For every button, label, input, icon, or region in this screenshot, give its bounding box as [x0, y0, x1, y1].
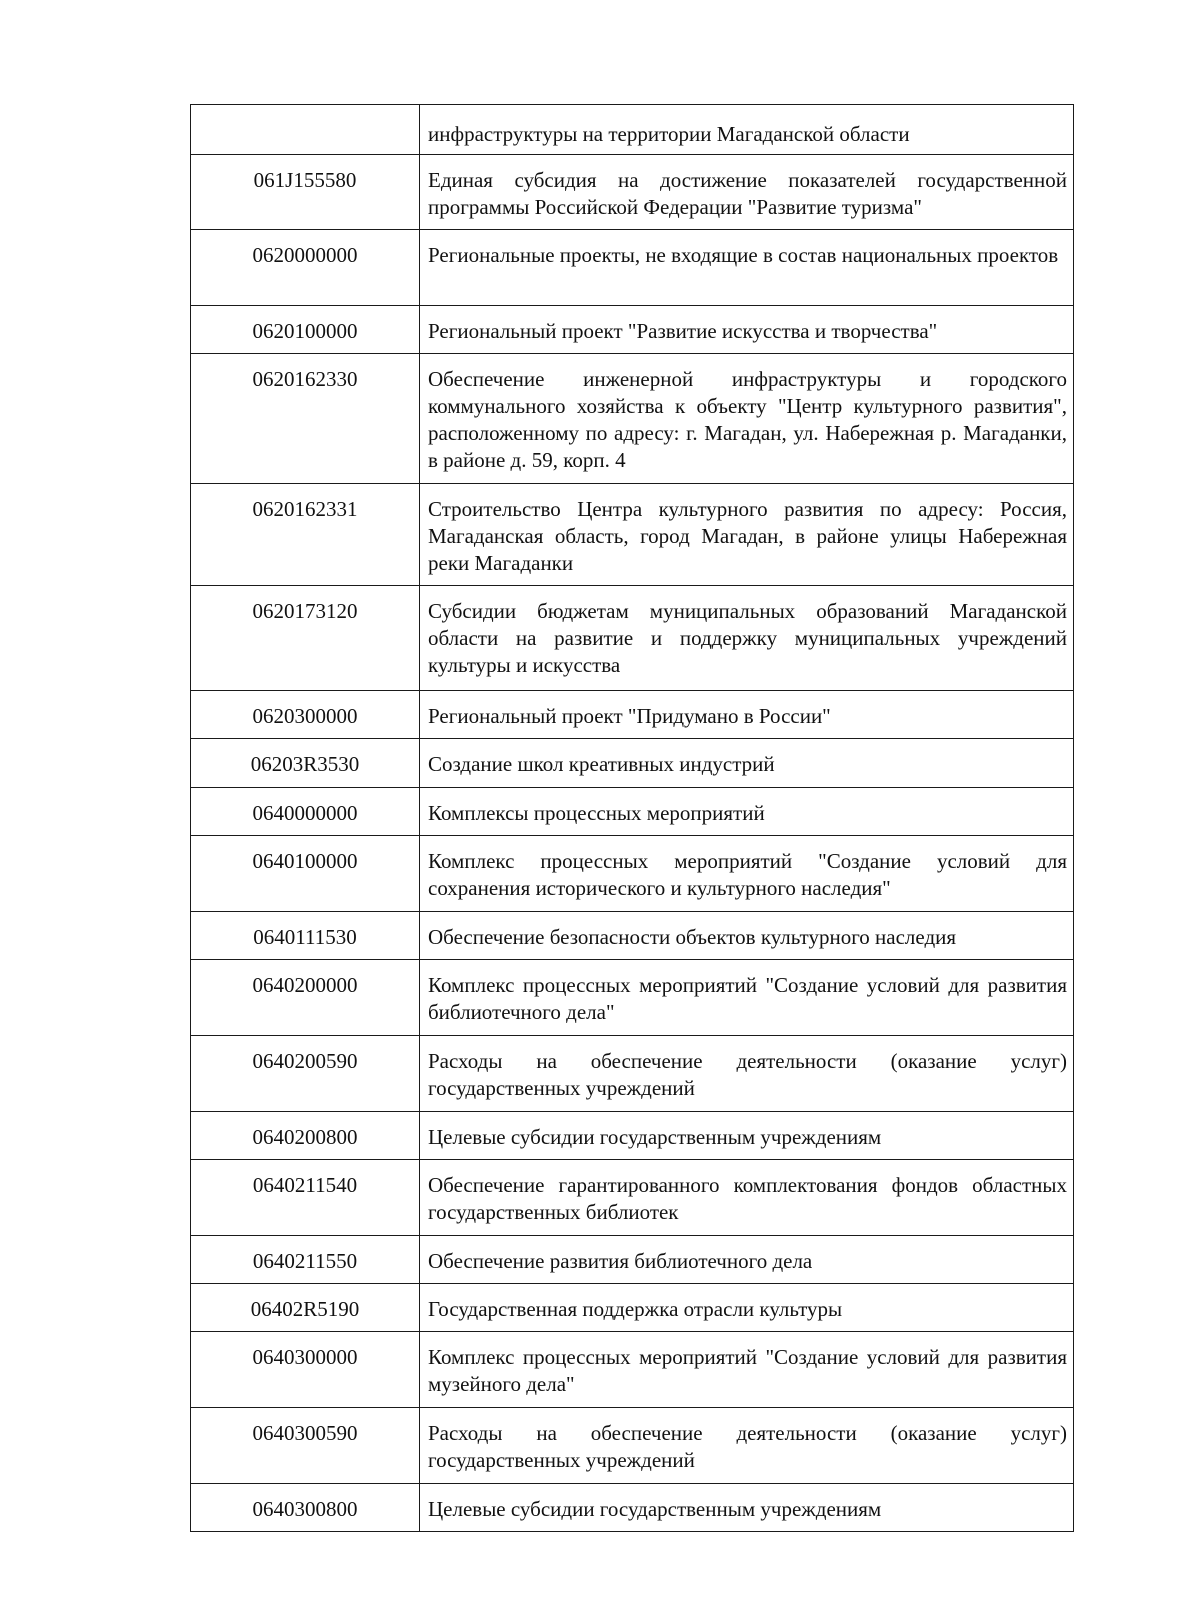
budget-codes-table [190, 104, 1074, 1532]
table-row [191, 105, 1074, 155]
description-cell: инфраструктуры на территории Магаданской области [420, 105, 1074, 155]
table-row [191, 1332, 1074, 1408]
description-cell: Региональный проект "Развитие искусства и творчества" [420, 306, 1074, 354]
description-cell: Комплекс процессных мероприятий "Создание условий для развития музейного дела" [420, 1332, 1074, 1408]
code-cell: 0620173120 [191, 586, 420, 691]
table-row [191, 354, 1074, 484]
table-row [191, 836, 1074, 912]
code-cell: 0640300800 [191, 1484, 420, 1532]
description-cell: Государственная поддержка отрасли культуры [420, 1284, 1074, 1332]
description-cell: Обеспечение инженерной инфраструктуры и городского коммунального хозяйства к объекту "Центр культурного развития", расположенному по адресу: г. Магадан, ул. Набережная р. Магаданки, в районе д. 59, корп. 4 [420, 354, 1074, 484]
table-row [191, 155, 1074, 230]
table-row [191, 1112, 1074, 1160]
code-cell: 0640211550 [191, 1236, 420, 1284]
table-row [191, 586, 1074, 691]
code-cell: 0620162331 [191, 484, 420, 586]
table-row [191, 739, 1074, 788]
description-cell: Комплекс процессных мероприятий "Создание условий для сохранения исторического и культурного наследия" [420, 836, 1074, 912]
table-row [191, 1160, 1074, 1236]
code-cell: 0640111530 [191, 912, 420, 960]
description-cell: Обеспечение безопасности объектов культурного наследия [420, 912, 1074, 960]
table-row [191, 230, 1074, 306]
code-cell: 0640300000 [191, 1332, 420, 1408]
table-row [191, 1236, 1074, 1284]
table-row [191, 1408, 1074, 1484]
code-cell: 0640211540 [191, 1160, 420, 1236]
description-cell: Региональный проект "Придумано в России" [420, 691, 1074, 739]
description-cell: Расходы на обеспечение деятельности (оказание услуг) государственных учреждений [420, 1036, 1074, 1112]
description-cell: Строительство Центра культурного развития по адресу: Россия, Магаданская область, город Магадан, в районе улицы Набережная реки Магаданки [420, 484, 1074, 586]
description-cell: Целевые субсидии государственным учреждениям [420, 1484, 1074, 1532]
description-cell: Региональные проекты, не входящие в состав национальных проектов [420, 230, 1074, 306]
code-cell: 0620000000 [191, 230, 420, 306]
description-cell: Обеспечение развития библиотечного дела [420, 1236, 1074, 1284]
description-cell: Комплексы процессных мероприятий [420, 788, 1074, 836]
table-row [191, 788, 1074, 836]
description-cell: Целевые субсидии государственным учреждениям [420, 1112, 1074, 1160]
table-row [191, 306, 1074, 354]
code-cell: 0640200000 [191, 960, 420, 1036]
table-row [191, 912, 1074, 960]
code-cell: 0620100000 [191, 306, 420, 354]
description-cell: Обеспечение гарантированного комплектования фондов областных государственных библиотек [420, 1160, 1074, 1236]
code-cell [191, 105, 420, 155]
table-row [191, 1284, 1074, 1332]
description-cell: Единая субсидия на достижение показателей государственной программы Российской Федерации "Развитие туризма" [420, 155, 1074, 230]
code-cell: 0640200590 [191, 1036, 420, 1112]
description-cell: Создание школ креативных индустрий [420, 739, 1074, 788]
code-cell: 061J155580 [191, 155, 420, 230]
table-row [191, 691, 1074, 739]
code-cell: 06203R3530 [191, 739, 420, 788]
code-cell: 0640100000 [191, 836, 420, 912]
description-cell: Комплекс процессных мероприятий "Создание условий для развития библиотечного дела" [420, 960, 1074, 1036]
code-cell: 0620300000 [191, 691, 420, 739]
description-cell: Расходы на обеспечение деятельности (оказание услуг) государственных учреждений [420, 1408, 1074, 1484]
code-cell: 0640300590 [191, 1408, 420, 1484]
table-row [191, 960, 1074, 1036]
table-row [191, 484, 1074, 586]
code-cell: 0640200800 [191, 1112, 420, 1160]
table-row [191, 1484, 1074, 1532]
table-row [191, 1036, 1074, 1112]
description-cell: Субсидии бюджетам муниципальных образований Магаданской области на развитие и поддержку муниципальных учреждений культуры и искусства [420, 586, 1074, 691]
code-cell: 0640000000 [191, 788, 420, 836]
code-cell: 0620162330 [191, 354, 420, 484]
code-cell: 06402R5190 [191, 1284, 420, 1332]
